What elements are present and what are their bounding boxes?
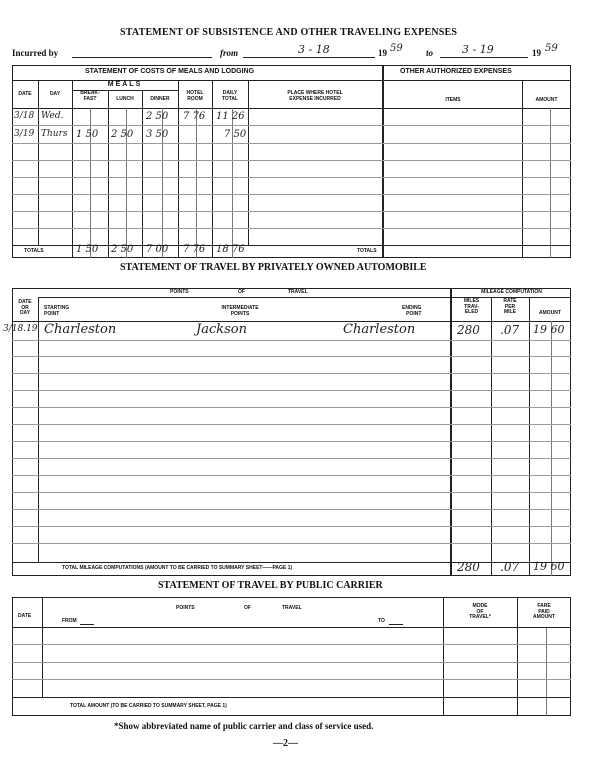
auto-row-1-date: 3/18.19 [3, 324, 38, 334]
meals-section-title: STATEMENT OF COSTS OF MEALS AND LODGING [85, 68, 255, 75]
public-from-label: FROM [62, 618, 77, 624]
auto-travel-label: TRAVEL [288, 289, 308, 295]
totals-breakfast: 1 50 [76, 244, 99, 255]
row-rule [12, 160, 571, 161]
public-to-label: TO [378, 618, 385, 624]
auto-col-rate-header: RATE PER MILE [503, 298, 517, 315]
row-rule [12, 543, 571, 544]
row-rule [12, 373, 571, 374]
row-rule [12, 211, 571, 212]
auto-row-1-amount: 19 60 [533, 323, 565, 336]
col-line [522, 80, 523, 258]
meal-row-2-total: 7 50 [224, 129, 247, 140]
other-totals-label: TOTALS [357, 248, 377, 254]
public-points-label: POINTS [176, 605, 195, 611]
row-rule [12, 424, 571, 425]
mileage-computation-label: MILEAGE COMPUTATION [481, 289, 542, 295]
auto-of-label: OF [238, 289, 245, 295]
meal-row-1-day: Wed. [41, 111, 64, 121]
cents-line [196, 108, 197, 258]
col-line [38, 80, 39, 246]
meal-row-2-dinner: 3 50 [146, 129, 169, 140]
to-line [440, 57, 528, 58]
to-label: to [426, 48, 434, 58]
row-rule [12, 390, 571, 391]
meals-totals-label: TOTALS [24, 248, 44, 254]
auto-total-rule [12, 562, 571, 563]
public-total-rule [12, 697, 571, 698]
totals-hotel: 7 76 [183, 244, 206, 255]
col-breakfast-header: BREAK- FAST [80, 90, 100, 102]
row-rule [12, 644, 571, 645]
public-total-label: TOTAL AMOUNT (TO BE CARRIED TO SUMMARY SHEET, PAGE 1) [70, 703, 227, 709]
meal-row-1-dinner: 2 50 [146, 111, 169, 122]
from-label: from [220, 48, 238, 58]
auto-row-1-intermediate: Jackson [196, 322, 247, 337]
row-rule [12, 492, 571, 493]
auto-total-rate: .07 [500, 560, 520, 574]
col-place-header: PLACE WHERE HOTEL EXPENSE INCURRED [287, 90, 343, 102]
auto-col-miles-header: MILES TRAV- ELED [463, 298, 480, 315]
totals-lunch: 2 50 [111, 244, 134, 255]
col-amount-header: AMOUNT [535, 97, 558, 103]
meal-row-1-total: 11 26 [216, 111, 245, 122]
meal-row-1-hotel: 7 76 [183, 111, 206, 122]
row-rule [12, 679, 571, 680]
row-rule [12, 509, 571, 510]
row-rule [12, 228, 571, 229]
header-rule [12, 80, 571, 81]
to-date-value: 3 - 19 [462, 43, 494, 56]
to-year-prefix: 19 [532, 48, 541, 58]
auto-row-1-ending: Charleston [343, 322, 416, 337]
col-daily-total-header: DAILY TOTAL [221, 90, 239, 102]
meal-row-2-breakfast: 1 50 [76, 129, 99, 140]
other-expenses-title: OTHER AUTHORIZED EXPENSES [400, 68, 512, 75]
auto-row-1-starting: Charleston [44, 322, 117, 337]
col-line [212, 80, 213, 258]
auto-points-label: POINTS [170, 289, 189, 295]
row-rule [12, 340, 571, 341]
auto-col-date-header: DATE OR DAY [18, 299, 32, 316]
from-underline [80, 624, 94, 625]
col-line [529, 297, 530, 576]
public-fare-label: FARE PAID AMOUNT [533, 603, 555, 620]
col-line [72, 80, 73, 258]
col-line [491, 297, 492, 576]
public-travel-label: TRAVEL [282, 605, 302, 611]
to-year-value: 59 [545, 43, 558, 54]
col-line [42, 597, 43, 697]
totals-daily: 18 76 [216, 244, 245, 255]
from-line [243, 57, 375, 58]
row-rule [12, 125, 571, 126]
page-number: —2— [273, 738, 298, 749]
col-hotel-header: HOTEL ROOM [186, 90, 204, 102]
from-year-value: 59 [390, 43, 403, 54]
incurred-by-line [72, 57, 212, 58]
auto-total-amount: 19 60 [533, 560, 565, 573]
from-date-value: 3 - 18 [298, 43, 330, 56]
col-lunch-header: LUNCH [116, 96, 134, 102]
to-underline [389, 624, 403, 625]
public-header-rule [12, 627, 571, 628]
totals-dinner: 7 00 [146, 244, 169, 255]
row-rule [12, 194, 571, 195]
mileage-divider [450, 288, 452, 576]
col-line [38, 297, 39, 563]
meal-row-2-lunch: 2 50 [111, 129, 134, 140]
row-rule [12, 441, 571, 442]
col-date-header: DATE [18, 91, 32, 97]
auto-col-intermediate-header: INTERMEDIATE POINTS [221, 305, 259, 317]
meal-row-2-day: Thurs [41, 129, 68, 139]
row-rule [12, 143, 571, 144]
row-rule [12, 458, 571, 459]
section-divider [382, 65, 384, 258]
col-line [108, 90, 109, 258]
auto-total-label: TOTAL MILEAGE COMPUTATIONS (AMOUNT TO BE CARRIED TO SUMMARY SHEET——PAGE 1) [62, 565, 293, 571]
auto-travel-title: STATEMENT OF TRAVEL BY PRIVATELY OWNED AUTOMOBILE [120, 262, 427, 273]
row-rule [12, 356, 571, 357]
auto-col-ending-header: ENDING POINT [402, 305, 422, 317]
cents-line [551, 321, 552, 576]
row-rule [12, 662, 571, 663]
cents-line [550, 108, 551, 258]
auto-row-1-miles: 280 [457, 323, 480, 337]
public-carrier-title: STATEMENT OF TRAVEL BY PUBLIC CARRIER [158, 580, 383, 591]
public-mode-label: MODE OF TRAVEL* [469, 603, 491, 620]
col-line [178, 80, 179, 258]
row-rule [12, 526, 571, 527]
public-of-label: OF [244, 605, 251, 611]
col-dinner-header: DINNER [150, 96, 170, 102]
col-items-header: ITEMS [445, 97, 461, 103]
incurred-by-label: Incurred by [12, 48, 59, 58]
row-rule [12, 407, 571, 408]
meal-row-1-date: 3/18 [14, 111, 35, 121]
row-rule [12, 177, 571, 178]
meals-group-label: MEALS [107, 81, 143, 88]
public-date-label: DATE [18, 613, 32, 619]
from-year-prefix: 19 [378, 48, 387, 58]
auto-row-1-rate: .07 [500, 323, 520, 337]
col-line [248, 80, 249, 246]
meal-row-2-date: 3/19 [14, 129, 35, 139]
page-title: STATEMENT OF SUBSISTENCE AND OTHER TRAVELING EXPENSES [120, 27, 458, 38]
auto-col-amount-header: AMOUNT [539, 310, 561, 316]
row-rule [12, 475, 571, 476]
auto-col-starting-header: STARTING POINT [44, 305, 70, 317]
column-header-rule [12, 108, 571, 109]
col-line [142, 90, 143, 258]
auto-total-miles: 280 [457, 560, 480, 574]
col-day-header: DAY [49, 91, 61, 97]
footnote: *Show abbreviated name of public carrier and class of service used. [114, 721, 374, 731]
cents-line [546, 627, 547, 716]
